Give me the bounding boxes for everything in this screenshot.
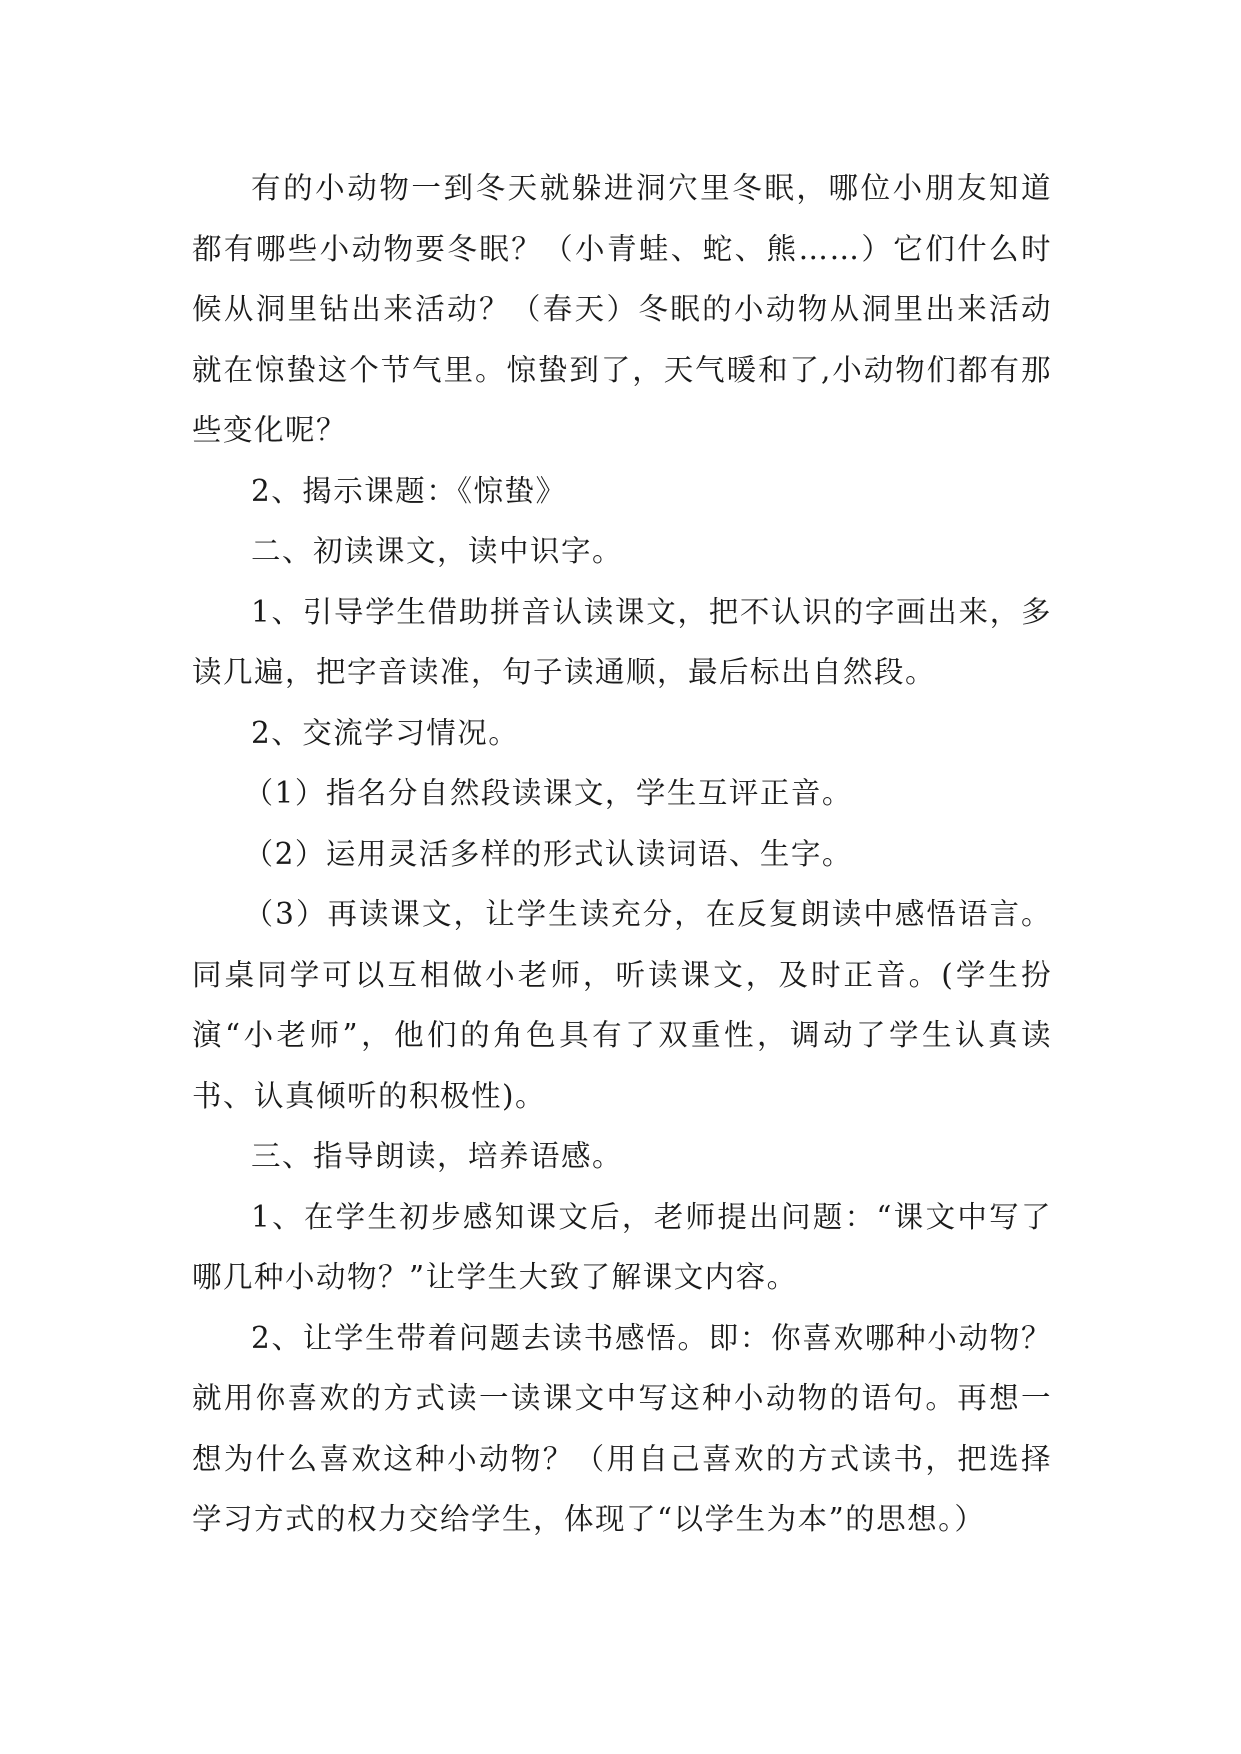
paragraph-pinyin-reading: 1、引导学生借助拼音认读课文，把不认识的字画出来，多读几遍，把字音读准，句子读通顺，最后标出自然段。	[192, 594, 1052, 689]
paragraph-reveal-title: 2、揭示课题：《惊蛰》	[251, 473, 567, 508]
list-item-recognize-words: （2）运用灵活多样的形式认读词语、生字。	[243, 836, 853, 871]
list-item-read-by-paragraph: （1）指名分自然段读课文，学生互评正音。	[243, 776, 853, 810]
section-heading-first-reading: 二、初读课文，读中识字。	[251, 534, 624, 568]
paragraph-hibernation-intro: 有的小动物一到冬天就躲进洞穴里冬眠，哪位小朋友知道都有哪些小动物要冬眠？（小青蛙、蛇、熊……）它们什么时候从洞里钻出来活动？（春天）冬眠的小动物从洞里出来活动就在惊蛰这个节气里。惊蛰到了，天气暖和了,小动物们都有那些变化呢？	[192, 171, 1052, 447]
paragraph-reading-with-questions: 2、让学生带着问题去读书感悟。即：你喜欢哪种小动物？就用你喜欢的方式读一读课文中写这种小动物的语句。再想一想为什么喜欢这种小动物？（用自己喜欢的方式读书，把选择学习方式的权力交给学生，体现了“以学生为本”的思想。）	[192, 1320, 1052, 1536]
section-heading-guided-reading: 三、指导朗读，培养语感。	[251, 1139, 624, 1173]
paragraph-teacher-question: 1、在学生初步感知课文后，老师提出问题：“课文中写了哪几种小动物？”让学生大致了解课文内容。	[192, 1199, 1052, 1294]
document-body	[192, 158, 1052, 1550]
paragraph-exchange-learning: 2、交流学习情况。	[251, 715, 520, 750]
list-item-reread-text: （3）再读课文，让学生读充分，在反复朗读中感悟语言。同桌同学可以互相做小老师，听读课文，及时正音。(学生扮演“小老师”，他们的角色具有了双重性，调动了学生认真读书、认真倾听的积极性)。	[192, 897, 1052, 1113]
